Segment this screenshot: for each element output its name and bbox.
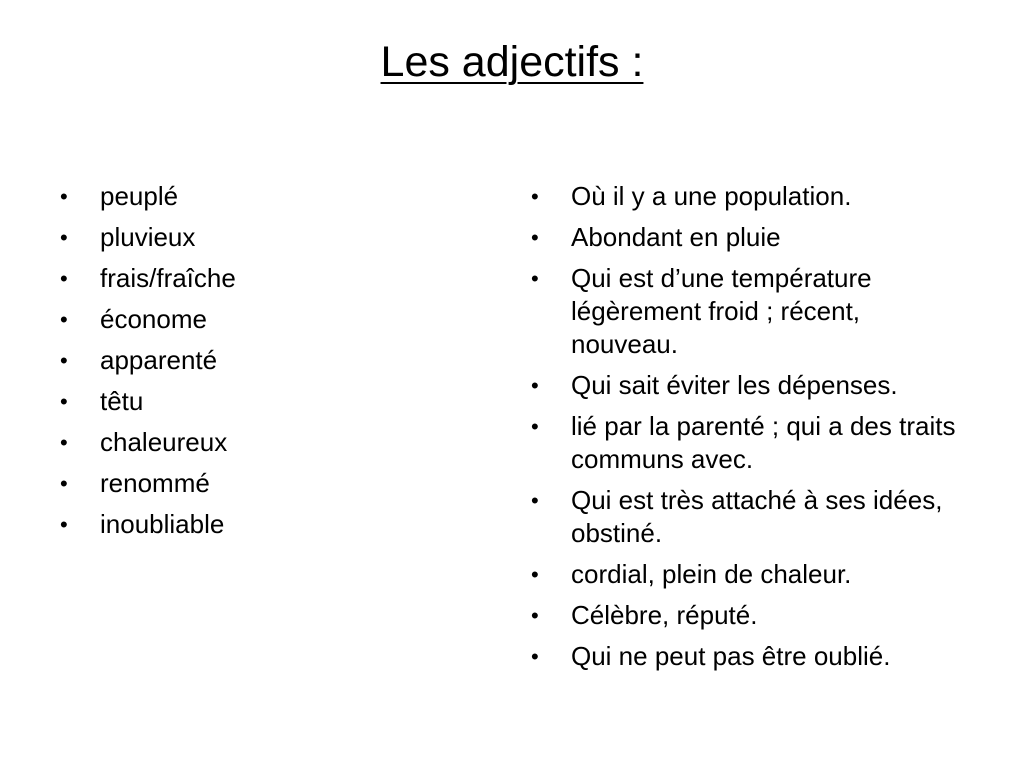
adjective-item [60, 508, 480, 541]
definition-text: Qui est très attaché à ses idées, obstiné. [571, 485, 943, 548]
definition-item [531, 262, 971, 361]
bullet-icon: • [531, 266, 539, 291]
adjective-text: chaleureux [100, 427, 228, 457]
definition-item [531, 640, 971, 673]
slide-title-text: Les adjectifs : [380, 38, 644, 86]
adjective-text: frais/fraîche [100, 263, 236, 293]
adjective-item [60, 262, 480, 295]
bullet-icon: • [60, 512, 68, 537]
definition-item [531, 221, 971, 254]
bullet-icon: • [60, 225, 68, 250]
bullet-icon: • [60, 266, 68, 291]
definition-text: Abondant en pluie [571, 222, 781, 252]
adjective-item [60, 221, 480, 254]
bullet-icon: • [531, 373, 539, 398]
bullet-icon: • [60, 348, 68, 373]
bullet-icon: • [60, 471, 68, 496]
definition-text: Célèbre, réputé. [571, 600, 758, 630]
definition-text: Qui est d’une température légèrement froid ; récent, nouveau. [571, 263, 872, 359]
definition-text: Qui ne peut pas être oublié. [571, 641, 891, 671]
definitions-list [531, 180, 971, 681]
definition-text: lié par la parenté ; qui a des traits communs avec. [571, 411, 956, 474]
bullet-icon: • [531, 488, 539, 513]
definition-item [531, 410, 971, 476]
bullet-icon: • [531, 644, 539, 669]
definition-text: cordial, plein de chaleur. [571, 559, 852, 589]
adjective-item [60, 426, 480, 459]
adjective-text: têtu [100, 386, 144, 416]
bullet-icon: • [531, 562, 539, 587]
definition-item [531, 484, 971, 550]
adjective-text: renommé [100, 468, 210, 498]
bullet-icon: • [60, 389, 68, 414]
adjective-text: apparenté [100, 345, 218, 375]
adjective-text: inoubliable [100, 509, 225, 539]
adjectives-list [60, 180, 480, 549]
definition-item [531, 599, 971, 632]
adjective-item [60, 180, 480, 213]
bullet-icon: • [60, 184, 68, 209]
adjective-item [60, 385, 480, 418]
adjective-item [60, 303, 480, 336]
bullet-icon: • [531, 603, 539, 628]
bullet-icon: • [60, 430, 68, 455]
definition-text: Qui sait éviter les dépenses. [571, 370, 898, 400]
definition-item [531, 558, 971, 591]
slide-title [0, 30, 1024, 94]
bullet-icon: • [531, 225, 539, 250]
adjective-item [60, 467, 480, 500]
bullet-icon: • [531, 414, 539, 439]
adjective-text: pluvieux [100, 222, 196, 252]
bullet-icon: • [60, 307, 68, 332]
adjective-item [60, 344, 480, 377]
definition-item [531, 369, 971, 402]
adjective-text: économe [100, 304, 207, 334]
bullet-icon: • [531, 184, 539, 209]
definition-text: Où il y a une population. [571, 181, 852, 211]
adjective-text: peuplé [100, 181, 179, 211]
definition-item [531, 180, 971, 213]
